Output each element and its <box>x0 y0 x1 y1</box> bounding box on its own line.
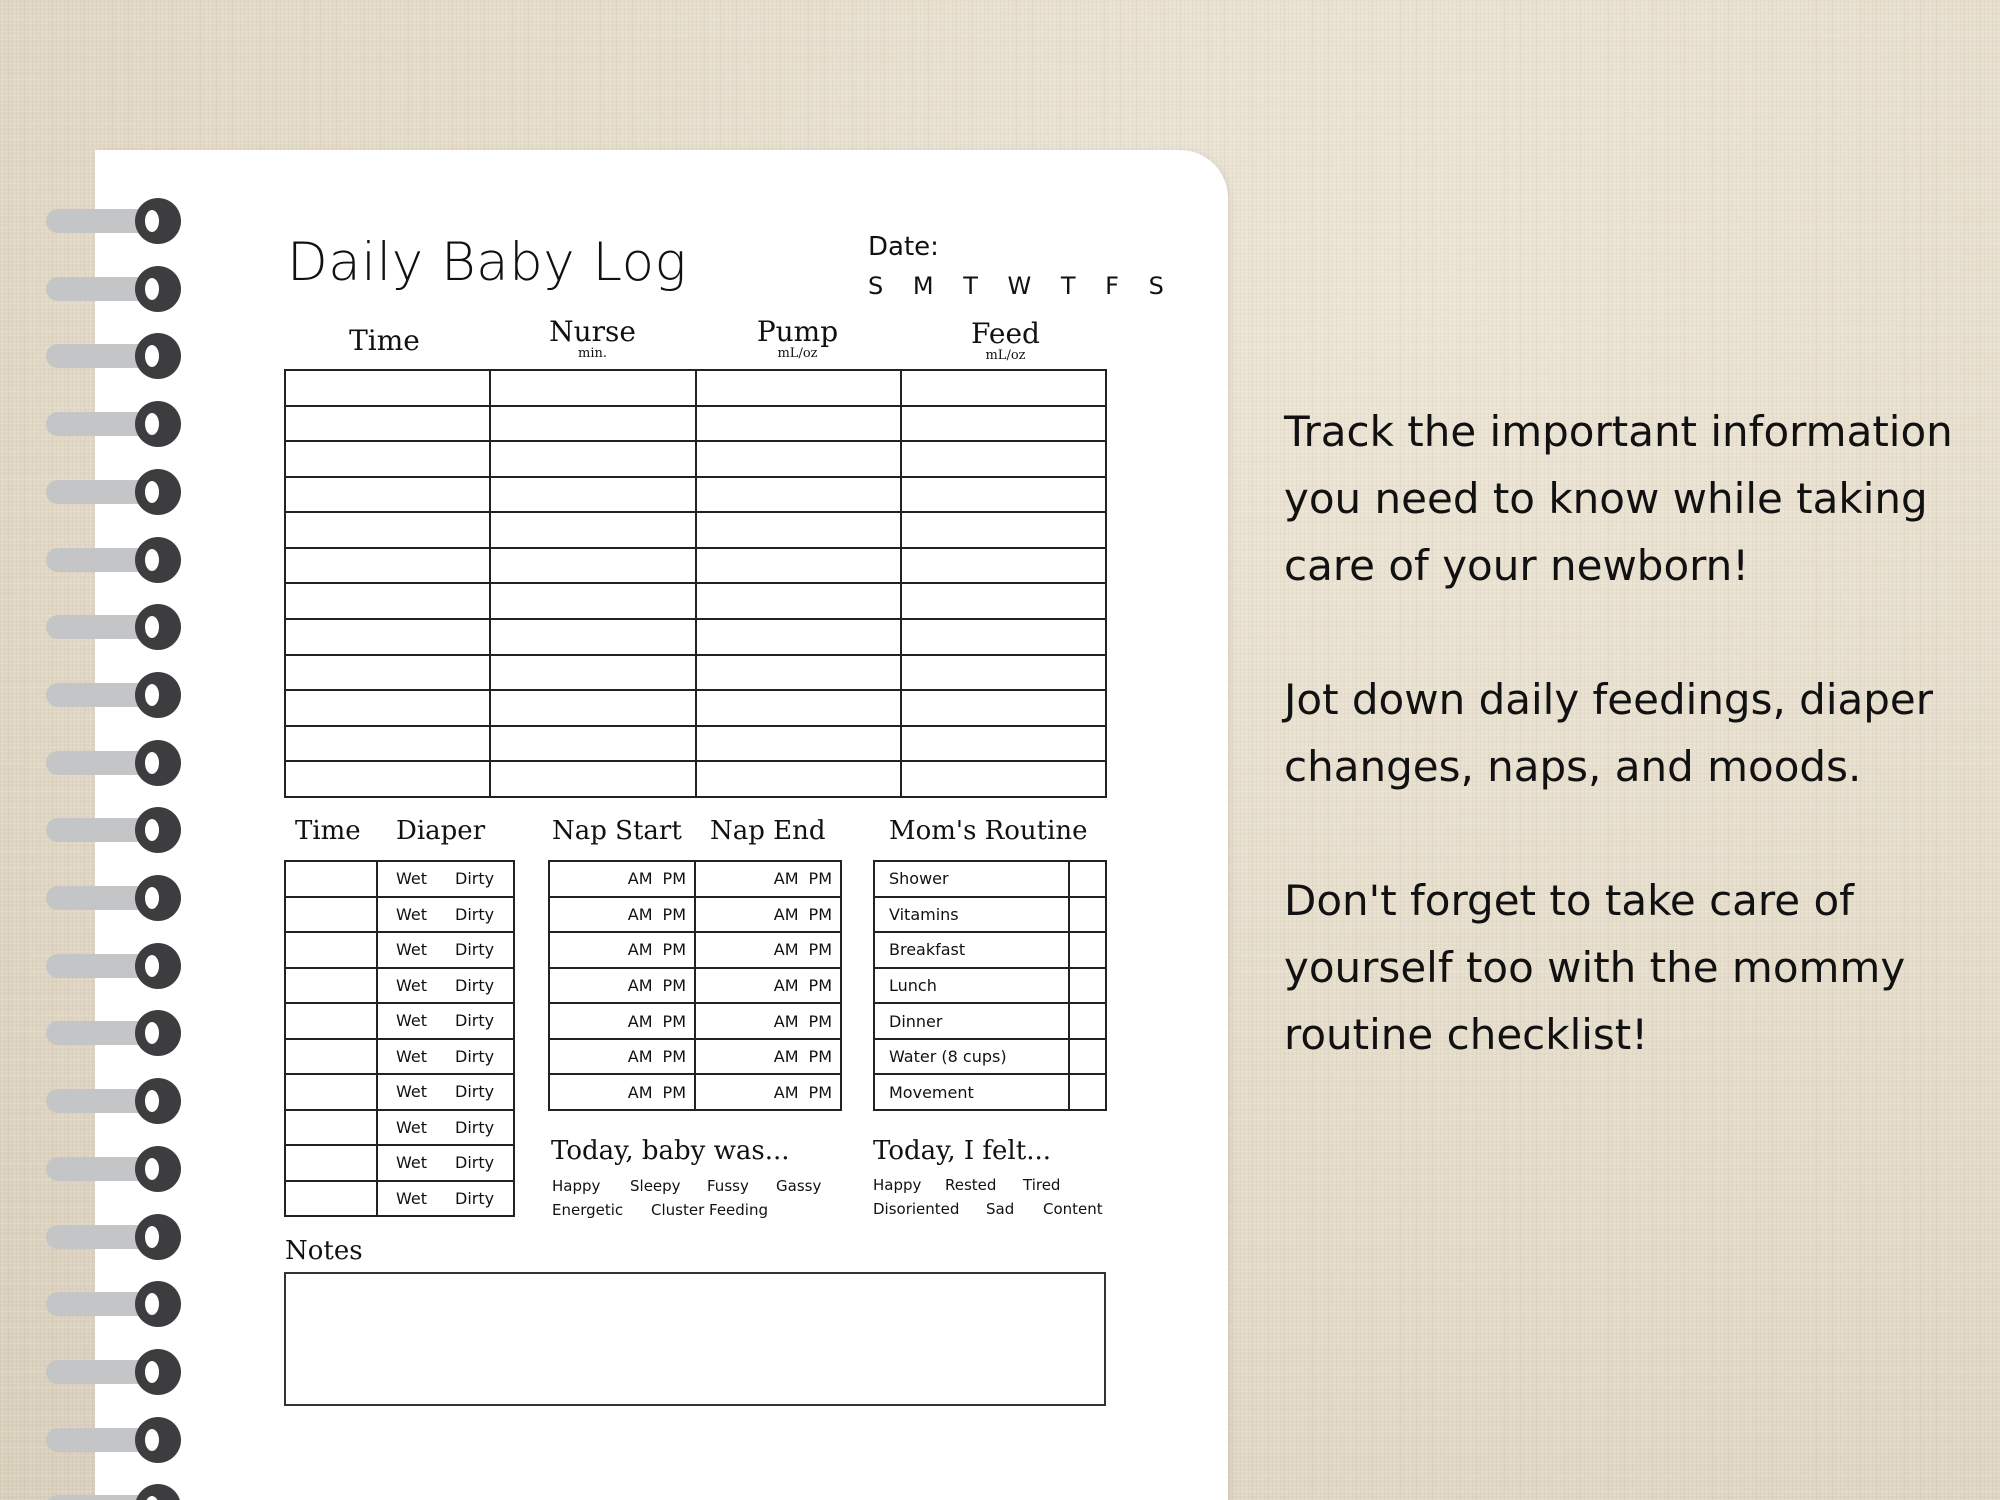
feed-cell[interactable] <box>285 477 490 513</box>
feed-cell[interactable] <box>285 583 490 619</box>
diaper-cell <box>377 1003 514 1039</box>
nap-start-cell[interactable] <box>549 1039 695 1075</box>
nap-start-cell[interactable] <box>549 932 695 968</box>
nap-end-cell[interactable] <box>695 1074 841 1110</box>
spiral-ring <box>46 1281 181 1327</box>
table-row <box>285 477 1106 513</box>
spiral-ring <box>46 807 181 853</box>
mood-option[interactable]: Rested <box>945 1176 997 1194</box>
spiral-ring <box>46 1484 181 1500</box>
feed-cell[interactable] <box>490 441 695 477</box>
pm-option[interactable]: PM <box>662 1082 686 1102</box>
pm-option[interactable]: PM <box>662 1011 686 1031</box>
table-row <box>874 1039 1106 1075</box>
description-paragraph-3: Don't forget to take care of yourself too with the mommy routine checklist! <box>1284 876 1906 1059</box>
nap-start-cell[interactable] <box>549 1003 695 1039</box>
table-row <box>285 897 514 933</box>
routine-checkbox[interactable] <box>1069 932 1106 968</box>
feed-cell[interactable] <box>285 512 490 548</box>
table-row <box>285 861 514 897</box>
mood-option[interactable]: Content <box>1043 1200 1103 1218</box>
mood-option[interactable]: Cluster Feeding <box>651 1201 768 1219</box>
am-option[interactable]: AM <box>627 1082 653 1102</box>
wet-option[interactable]: Wet <box>396 1046 427 1066</box>
routine-checkbox[interactable] <box>1069 968 1106 1004</box>
mood-option[interactable]: Tired <box>1023 1176 1061 1194</box>
wet-option[interactable]: Wet <box>396 1082 427 1102</box>
routine-checkbox[interactable] <box>1069 1003 1106 1039</box>
feed-cell[interactable] <box>285 548 490 584</box>
nap-start-cell[interactable] <box>549 897 695 933</box>
table-row <box>874 1074 1106 1110</box>
dirty-option[interactable]: Dirty <box>455 904 495 924</box>
spiral-ring <box>46 1214 181 1260</box>
mom-routine-table <box>873 860 1107 1111</box>
pm-option[interactable]: PM <box>808 1011 832 1031</box>
routine-item: Water (8 cups) <box>874 1039 1069 1075</box>
feed-cell[interactable] <box>490 548 695 584</box>
nap-start-cell[interactable] <box>549 861 695 897</box>
spiral-binding <box>46 198 181 1500</box>
nap-end-cell[interactable] <box>695 897 841 933</box>
feed-cell[interactable] <box>490 370 695 406</box>
feed-cell[interactable] <box>901 619 1106 655</box>
col-sub-feed: mL/oz <box>985 348 1026 363</box>
wet-option[interactable]: Wet <box>396 1117 427 1137</box>
mood-option[interactable]: Happy <box>873 1176 922 1194</box>
feed-cell[interactable] <box>490 726 695 762</box>
am-option[interactable]: AM <box>773 869 799 889</box>
wet-option[interactable]: Wet <box>396 869 427 889</box>
feed-cell[interactable] <box>285 726 490 762</box>
page-title: Daily Baby Log <box>287 232 687 293</box>
nap-end-cell[interactable] <box>695 1003 841 1039</box>
diaper-time-cell[interactable] <box>285 1039 377 1075</box>
pm-option[interactable]: PM <box>662 904 686 924</box>
nap-end-cell[interactable] <box>695 861 841 897</box>
wet-option[interactable]: Wet <box>396 1011 427 1031</box>
table-row <box>285 1110 514 1146</box>
pm-option[interactable]: PM <box>662 940 686 960</box>
diaper-cell <box>377 932 514 968</box>
col-head-time: Time <box>349 324 420 357</box>
feeding-table <box>284 369 1107 798</box>
routine-checkbox[interactable] <box>1069 861 1106 897</box>
am-option[interactable]: AM <box>773 1011 799 1031</box>
diaper-head: Diaper <box>396 816 486 846</box>
feed-cell[interactable] <box>490 619 695 655</box>
pm-option[interactable]: PM <box>662 869 686 889</box>
spiral-ring <box>46 875 181 921</box>
mood-option[interactable]: Energetic <box>552 1201 624 1219</box>
feed-cell[interactable] <box>490 406 695 442</box>
spiral-ring <box>46 1349 181 1395</box>
wet-option[interactable]: Wet <box>396 904 427 924</box>
feed-cell[interactable] <box>285 619 490 655</box>
table-row <box>549 1003 841 1039</box>
am-option[interactable]: AM <box>773 1082 799 1102</box>
spiral-ring <box>46 943 181 989</box>
dirty-option[interactable]: Dirty <box>455 869 495 889</box>
wet-option[interactable]: Wet <box>396 975 427 995</box>
nap-start-cell[interactable] <box>549 968 695 1004</box>
table-row <box>549 1039 841 1075</box>
table-row <box>874 897 1106 933</box>
notes-box[interactable] <box>284 1272 1106 1406</box>
table-row <box>874 968 1106 1004</box>
spiral-ring <box>46 604 181 650</box>
table-row <box>549 1074 841 1110</box>
spiral-ring <box>46 1417 181 1463</box>
feed-cell[interactable] <box>490 477 695 513</box>
routine-checkbox[interactable] <box>1069 1039 1106 1075</box>
mood-option[interactable]: Disoriented <box>873 1200 960 1218</box>
table-row <box>285 1074 514 1110</box>
feed-cell[interactable] <box>901 548 1106 584</box>
feed-cell[interactable] <box>696 477 901 513</box>
table-row <box>285 583 1106 619</box>
pm-option[interactable]: PM <box>808 904 832 924</box>
feed-cell[interactable] <box>285 655 490 691</box>
pm-option[interactable]: PM <box>808 1082 832 1102</box>
feed-cell[interactable] <box>696 406 901 442</box>
routine-item: Breakfast <box>874 932 1069 968</box>
routine-item: Shower <box>874 861 1069 897</box>
feed-cell[interactable] <box>285 690 490 726</box>
nap-start-head: Nap Start <box>552 816 682 846</box>
feed-cell[interactable] <box>696 548 901 584</box>
pm-option[interactable]: PM <box>662 975 686 995</box>
col-sub-pump: mL/oz <box>777 346 818 361</box>
feed-cell[interactable] <box>696 512 901 548</box>
diaper-time-cell[interactable] <box>285 897 377 933</box>
description-paragraph-2: Jot down daily feedings, diaper changes, naps, and moods. <box>1284 675 1934 791</box>
table-row <box>549 897 841 933</box>
table-row <box>874 861 1106 897</box>
mom-mood-head: Today, I felt... <box>873 1136 1051 1166</box>
weekday-selector[interactable]: S M T W T F S <box>868 272 1175 300</box>
routine-item: Lunch <box>874 968 1069 1004</box>
spiral-ring <box>46 1078 181 1124</box>
table-row <box>285 1003 514 1039</box>
diaper-time-cell[interactable] <box>285 1074 377 1110</box>
diaper-time-cell[interactable] <box>285 968 377 1004</box>
feed-cell[interactable] <box>901 441 1106 477</box>
feed-cell[interactable] <box>901 477 1106 513</box>
feed-cell[interactable] <box>285 406 490 442</box>
table-row <box>285 1145 514 1181</box>
mood-option[interactable]: Fussy <box>707 1177 749 1195</box>
diaper-cell <box>377 897 514 933</box>
routine-checkbox[interactable] <box>1069 897 1106 933</box>
nap-end-cell[interactable] <box>695 932 841 968</box>
wet-option[interactable]: Wet <box>396 1188 427 1208</box>
col-head-pump: Pump mL/oz <box>695 318 900 360</box>
table-row <box>285 619 1106 655</box>
feed-cell[interactable] <box>696 690 901 726</box>
diaper-cell <box>377 1181 514 1217</box>
feed-cell[interactable] <box>696 655 901 691</box>
am-option[interactable]: AM <box>627 975 653 995</box>
table-row <box>549 932 841 968</box>
dirty-option[interactable]: Dirty <box>455 1188 495 1208</box>
table-row <box>285 968 514 1004</box>
spiral-ring <box>46 401 181 447</box>
feed-cell[interactable] <box>901 406 1106 442</box>
col-head-nurse: Nurse min. <box>490 318 695 360</box>
routine-checkbox[interactable] <box>1069 1074 1106 1110</box>
col-head-feed: Feed mL/oz <box>903 320 1108 362</box>
am-option[interactable]: AM <box>773 1047 799 1067</box>
table-row <box>285 761 1106 797</box>
spiral-ring <box>46 537 181 583</box>
mood-option[interactable]: Happy <box>552 1177 601 1195</box>
table-row <box>285 441 1106 477</box>
pm-option[interactable]: PM <box>808 869 832 889</box>
mood-option[interactable]: Gassy <box>776 1177 822 1195</box>
spiral-ring <box>46 1010 181 1056</box>
am-option[interactable]: AM <box>627 869 653 889</box>
feed-cell[interactable] <box>490 655 695 691</box>
table-row <box>285 1181 514 1217</box>
feed-cell[interactable] <box>696 726 901 762</box>
feed-cell[interactable] <box>490 512 695 548</box>
dirty-option[interactable]: Dirty <box>455 1046 495 1066</box>
routine-item: Movement <box>874 1074 1069 1110</box>
feed-cell[interactable] <box>901 370 1106 406</box>
diaper-time-cell[interactable] <box>285 1110 377 1146</box>
notes-label: Notes <box>285 1236 363 1266</box>
diaper-cell <box>377 1039 514 1075</box>
diaper-time-cell[interactable] <box>285 861 377 897</box>
feed-cell[interactable] <box>901 583 1106 619</box>
am-option[interactable]: AM <box>627 940 653 960</box>
feed-cell[interactable] <box>901 761 1106 797</box>
diaper-cell <box>377 1074 514 1110</box>
table-row <box>549 861 841 897</box>
description-paragraph-1: Track the important information you need to know while taking care of your newborn! <box>1284 407 1953 590</box>
dirty-option[interactable]: Dirty <box>455 1082 495 1102</box>
nap-end-cell[interactable] <box>695 968 841 1004</box>
feed-cell[interactable] <box>490 583 695 619</box>
pm-option[interactable]: PM <box>808 1047 832 1067</box>
feed-cell[interactable] <box>696 370 901 406</box>
diaper-time-cell[interactable] <box>285 1145 377 1181</box>
feed-cell[interactable] <box>285 441 490 477</box>
mood-option[interactable]: Sleepy <box>630 1177 681 1195</box>
diaper-time-head: Time <box>295 816 361 846</box>
spiral-ring <box>46 672 181 718</box>
spiral-ring <box>46 469 181 515</box>
feed-cell[interactable] <box>696 583 901 619</box>
spiral-ring <box>46 1146 181 1192</box>
table-row <box>285 690 1106 726</box>
nap-start-cell[interactable] <box>549 1074 695 1110</box>
feed-cell[interactable] <box>901 655 1106 691</box>
table-row <box>285 406 1106 442</box>
spiral-ring <box>46 266 181 312</box>
dirty-option[interactable]: Dirty <box>455 975 495 995</box>
spiral-ring <box>46 198 181 244</box>
am-option[interactable]: AM <box>627 904 653 924</box>
table-row <box>285 932 514 968</box>
mom-routine-head: Mom's Routine <box>889 816 1088 846</box>
am-option[interactable]: AM <box>773 975 799 995</box>
diaper-time-cell[interactable] <box>285 1181 377 1217</box>
mood-option[interactable]: Sad <box>986 1200 1015 1218</box>
feed-cell[interactable] <box>490 761 695 797</box>
diaper-cell <box>377 861 514 897</box>
diaper-cell <box>377 968 514 1004</box>
am-option[interactable]: AM <box>627 1011 653 1031</box>
dirty-option[interactable]: Dirty <box>455 1011 495 1031</box>
feed-cell[interactable] <box>696 619 901 655</box>
am-option[interactable]: AM <box>627 1047 653 1067</box>
diaper-time-cell[interactable] <box>285 1003 377 1039</box>
wet-option[interactable]: Wet <box>396 940 427 960</box>
date-label: Date: <box>868 232 939 262</box>
table-row <box>285 655 1106 691</box>
diaper-cell <box>377 1110 514 1146</box>
pm-option[interactable]: PM <box>808 940 832 960</box>
pm-option[interactable]: PM <box>808 975 832 995</box>
table-row <box>874 1003 1106 1039</box>
am-option[interactable]: AM <box>773 904 799 924</box>
spiral-ring <box>46 740 181 786</box>
am-option[interactable]: AM <box>773 940 799 960</box>
feed-cell[interactable] <box>901 512 1106 548</box>
spiral-ring <box>46 333 181 379</box>
feed-cell[interactable] <box>901 690 1106 726</box>
dirty-option[interactable]: Dirty <box>455 940 495 960</box>
feed-cell[interactable] <box>490 690 695 726</box>
nap-table <box>548 860 842 1111</box>
feed-cell[interactable] <box>901 726 1106 762</box>
routine-item: Vitamins <box>874 897 1069 933</box>
feed-cell[interactable] <box>696 441 901 477</box>
pm-option[interactable]: PM <box>662 1047 686 1067</box>
table-row <box>285 548 1106 584</box>
col-sub-nurse: min. <box>578 346 607 361</box>
table-row <box>285 1039 514 1075</box>
feed-cell[interactable] <box>696 761 901 797</box>
table-row <box>285 512 1106 548</box>
dirty-option[interactable]: Dirty <box>455 1153 495 1173</box>
diaper-table <box>284 860 515 1217</box>
nap-end-head: Nap End <box>710 816 826 846</box>
description-copy <box>1284 398 1984 1135</box>
feed-cell[interactable] <box>285 761 490 797</box>
table-row <box>874 932 1106 968</box>
dirty-option[interactable]: Dirty <box>455 1117 495 1137</box>
table-row <box>285 370 1106 406</box>
feed-cell[interactable] <box>285 370 490 406</box>
baby-mood-head: Today, baby was... <box>551 1136 790 1166</box>
wet-option[interactable]: Wet <box>396 1153 427 1173</box>
table-row <box>549 968 841 1004</box>
routine-item: Dinner <box>874 1003 1069 1039</box>
table-row <box>285 726 1106 762</box>
diaper-time-cell[interactable] <box>285 932 377 968</box>
diaper-cell <box>377 1145 514 1181</box>
nap-end-cell[interactable] <box>695 1039 841 1075</box>
